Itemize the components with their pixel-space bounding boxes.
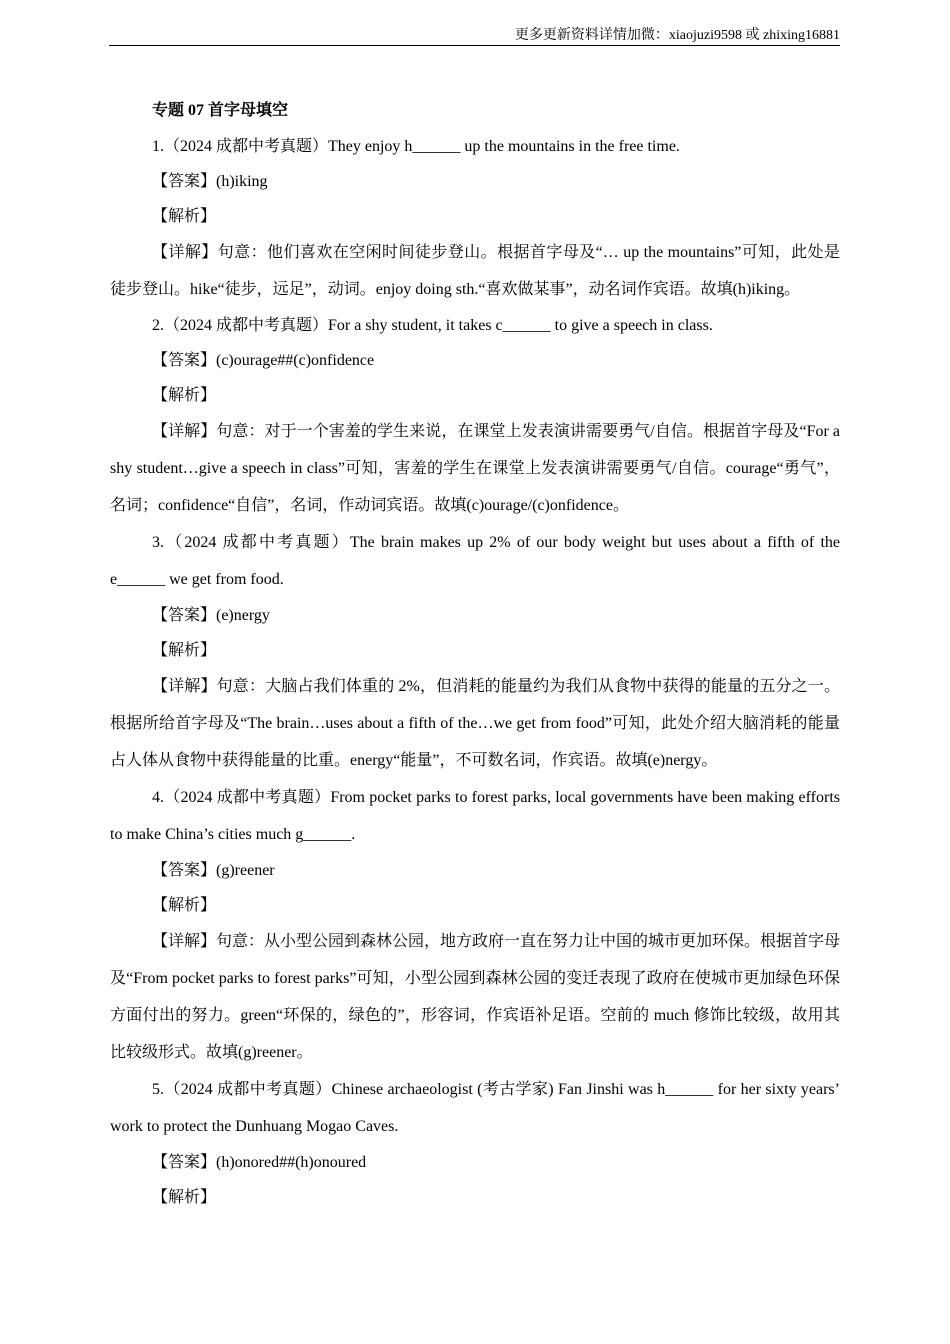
answer-4: 【答案】(g)reener: [152, 862, 275, 879]
analysis-label-1: 【解析】: [152, 208, 217, 225]
detail-4: 【详解】句意：从小型公园到森林公园，地方政府一直在努力让中国的城市更加环保。根据首字母及“From pocket parks to forest parks”可知，小型公园到森林公园的变迁表现了政府在使城市更加绿色环保方面付出的努力。green“环保的，绿色的”，形容词，作宾语补足语。空前的 much 修饰比较级，故用其比较级形式。故填(g)reener。: [110, 933, 841, 1061]
page-title: 专题 07 首字母填空: [152, 102, 289, 119]
answer-1: 【答案】(h)iking: [152, 173, 268, 190]
detail-3: 【详解】句意：大脑占我们体重的 2%，但消耗的能量约为我们从食物中获得的能量的五分之一。根据所给首字母及“The brain…uses about a fifth of the…we get from food”可知，此处介绍大脑消耗的能量占人体从食物中获得能量的比重。energy“能量”，不可数名词，作宾语。故填(e)nergy。: [110, 678, 840, 769]
answer-3: 【答案】(e)nergy: [152, 607, 270, 624]
detail-1: 【详解】句意：他们喜欢在空闲时间徒步登山。根据首字母及“… up the mountains”可知，此处是徒步登山。hike“徒步，远足”，动词。enjoy doing sth.“喜欢做某事”，动名词作宾语。故填(h)iking。: [110, 244, 840, 298]
analysis-label-5: 【解析】: [152, 1189, 217, 1206]
question-4: 4.（2024 成都中考真题）From pocket parks to forest parks, local governments have been making efforts to make China’s cities much g______.: [110, 789, 840, 843]
detail-2: 【详解】句意：对于一个害羞的学生来说，在课堂上发表演讲需要勇气/自信。根据首字母及“For a shy student…give a speech in class”可知，害羞的学生在课堂上发表演讲需要勇气/自信。courage“勇气”，名词；confidence“自信”，名词，作动词宾语。故填(c)ourage/(c)onfidence。: [110, 423, 840, 514]
question-2: 2.（2024 成都中考真题）For a shy student, it takes c______ to give a speech in class.: [152, 317, 713, 334]
answer-5: 【答案】(h)onored##(h)onoured: [152, 1154, 367, 1171]
header-divider: [109, 45, 840, 46]
question-3: 3.（2024 成都中考真题）The brain makes up 2% of our body weight but uses about a fifth of the e______ we get from food.: [110, 534, 840, 588]
document-body: [110, 93, 840, 1215]
question-1: 1.（2024 成都中考真题）They enjoy h______ up the mountains in the free time.: [152, 138, 680, 155]
page-header-text: 更多更新资料详情加微：xiaojuzi9598 或 zhixing16881: [514, 28, 840, 43]
question-5: 5.（2024 成都中考真题）Chinese archaeologist (考古学家) Fan Jinshi was h______ for her sixty years’ work to protect the Dunhuang Mogao Caves.: [110, 1081, 840, 1135]
analysis-label-3: 【解析】: [152, 642, 217, 659]
analysis-label-4: 【解析】: [152, 897, 217, 914]
analysis-label-2: 【解析】: [152, 387, 217, 404]
answer-2: 【答案】(c)ourage##(c)onfidence: [152, 352, 375, 369]
